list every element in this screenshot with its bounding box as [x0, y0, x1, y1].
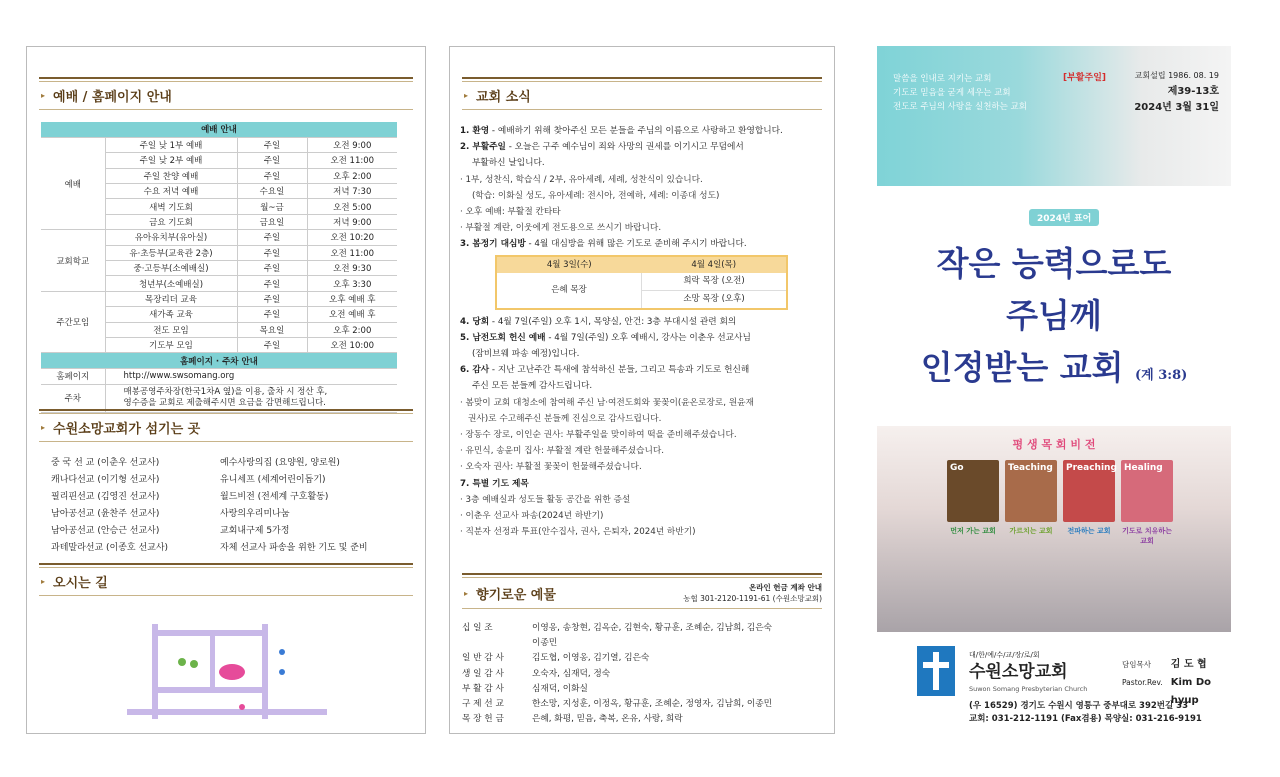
offering-type — [462, 636, 532, 651]
mission-overseas: 필리핀선교 (김영진 선교사) — [51, 492, 160, 502]
schedule-time: 오전 10:00 — [307, 337, 397, 352]
church-name-block — [969, 648, 1087, 696]
mission-row — [51, 523, 411, 540]
schedule-day: 주일 — [237, 261, 307, 276]
news-3-num: 3. 봄정기 대심방 — [460, 239, 526, 250]
mission-row — [51, 472, 411, 489]
offering-row — [462, 636, 824, 651]
schedule-time: 오전 11:00 — [307, 153, 397, 168]
schedule-name: 새가족 교육 — [105, 307, 237, 322]
mission-overseas: 남아공선교 (윤찬주 선교사) — [51, 509, 160, 519]
schedule-name: 유아유치부(유아실) — [105, 230, 237, 245]
offering-type: 생 일 감 사 — [462, 668, 504, 679]
pastor-label: 담임목사 — [1122, 660, 1151, 669]
offering-row — [462, 697, 824, 712]
news-2c: · 1부, 성찬식, 학습식 / 2부, 유아세례, 세례, 성찬식이 있습니다. — [460, 174, 703, 185]
cover-header-bg — [877, 46, 1231, 186]
address: (우 16529) 경기도 수원시 영통구 중부대로 392번길 33 — [969, 701, 1189, 711]
online-label: 온라인 헌금 계좌 안내 — [748, 583, 822, 592]
schedule-time: 저녁 9:00 — [307, 214, 397, 229]
mission-overseas: 남아공선교 (안승근 선교사) — [51, 526, 160, 536]
news-5a: - 4월 7일(주일) 오후 예배시, 강사는 이춘우 선교사님 — [545, 332, 751, 343]
news-6e: · 장동수 장로, 이인순 권사: 부활주일을 맞이하여 떡을 준비해주셨습니다. — [460, 430, 737, 441]
news-2e: · 오후 예배: 부활절 칸타타 — [460, 207, 561, 218]
schedule-name: 새벽 기도회 — [105, 199, 237, 214]
schedule-name: 주일 찬양 예배 — [105, 168, 237, 183]
news-5-num: 5. 남전도회 헌신 예배 — [460, 332, 546, 343]
slogan — [877, 238, 1231, 402]
schedule-time: 오전 9:30 — [307, 261, 397, 276]
mission-row — [51, 540, 411, 557]
issue-date: 2024년 3월 31일 — [1134, 102, 1219, 113]
schedule-day: 주일 — [237, 276, 307, 291]
news-4-num: 4. 당회 — [460, 316, 490, 327]
schedule-time: 오전 11:00 — [307, 245, 397, 260]
pastor-name-en: Kim Do hyup — [1170, 677, 1211, 706]
park-text-2: 영수증을 교회로 제출해주시면 요금을 감면해드립니다. — [123, 398, 326, 409]
pastor-name: 김 도 협 — [1170, 659, 1207, 670]
mottos — [893, 72, 1027, 114]
schedule-day: 월~금 — [237, 199, 307, 214]
news-2a: - 오늘은 구주 예수님이 죄와 사망의 권세를 이기시고 무덤에서 — [505, 142, 744, 153]
offering-section: ▸ 향기로운 예물 온라인 헌금 계좌 안내 농협 301-2120-1191-61 (수원소망교회) — [462, 573, 822, 609]
news-4: - 4월 7일(주일) 오후 1시, 목양실, 안건: 3층 부대시설 관련 회의 — [489, 316, 737, 327]
schedule-name: 전도 모임 — [105, 322, 237, 337]
left-page — [26, 46, 426, 734]
visit-head-1: 4월 3일(수) — [546, 259, 592, 270]
schedule-name: 기도부 모임 — [105, 337, 237, 352]
news-2d: (학습: 이화실 성도, 유아세례: 전시아, 전예하, 세례: 이종대 성도) — [472, 190, 720, 201]
motto-2: 기도로 믿음을 굳게 세우는 교회 — [893, 88, 1011, 98]
schedule-time: 저녁 7:30 — [307, 184, 397, 199]
visit-r1: 희락 목장 (오전) — [642, 273, 786, 291]
news-6b: 주신 모든 분들께 감사드립니다. — [472, 381, 593, 392]
schedule-day: 수요일 — [237, 184, 307, 199]
offering-list — [462, 621, 824, 727]
visit-left: 은혜 목장 — [497, 273, 642, 308]
park-text-1: 매봉공영주차장(한국1차A 옆)을 이용, 출차 시 정산 후, — [123, 387, 328, 398]
schedule-day: 주일 — [237, 153, 307, 168]
schedule-name: 주일 낮 1부 예배 — [105, 137, 237, 152]
schedule-name: 중·고등부(소예배실) — [105, 261, 237, 276]
schedule-name: 유·초등부(교육관 2층) — [105, 245, 237, 260]
mission-row — [51, 506, 411, 523]
schedule-name: 수요 저녁 예배 — [105, 184, 237, 199]
offering-names: 오숙자, 심재덕, 정숙 — [532, 668, 611, 679]
worship-section: ▸ 예배 / 홈페이지 안내 — [39, 77, 413, 110]
offering-type: 십 일 조 — [462, 623, 493, 633]
slogan-line-3: 인정받는 교회 — [920, 348, 1124, 387]
vision-photo — [877, 426, 1231, 632]
location-map — [122, 612, 337, 727]
news-section: ▸ 교회 소식 — [462, 77, 822, 110]
vision-label: 기도로 치유하는 교회 — [1122, 527, 1172, 545]
schedule-day: 주일 — [237, 245, 307, 260]
schedule-time: 오전 예배 후 — [307, 307, 397, 322]
offering-type: 일 반 감 사 — [462, 653, 504, 664]
table-header: 예배 안내 — [41, 122, 397, 137]
news-2b: 부활하신 날입니다. — [472, 158, 545, 169]
worship-title: 예배 / 홈페이지 안내 — [53, 90, 172, 105]
year-badge: 2024년 표어 — [1029, 209, 1099, 226]
contact-block — [969, 700, 1202, 726]
mission-overseas: 과테말라선교 (이종호 선교사) — [51, 543, 169, 553]
middle-page — [449, 46, 835, 734]
news-1: - 예배하기 위해 찾아주신 모든 분들을 주님의 이름으로 사랑하고 환영합니다. — [489, 126, 783, 136]
issue-info — [1134, 68, 1219, 116]
church-name: 수원소망교회 — [969, 662, 1068, 682]
news-2f: · 부활절 계란, 이웃에게 전도용으로 쓰시기 바랍니다. — [460, 223, 662, 234]
news-2-num: 2. 부활주일 — [460, 142, 506, 153]
schedule-category: 교회학교 — [41, 230, 105, 292]
vision-label: 전파하는 교회 — [1067, 527, 1111, 535]
schedule-day: 주일 — [237, 291, 307, 306]
schedule-day: 주일 — [237, 137, 307, 152]
schedule-name: 주일 낮 2부 예배 — [105, 153, 237, 168]
news-1-num: 1. 환영 — [460, 126, 490, 136]
offering-row — [462, 667, 824, 682]
offering-row — [462, 682, 824, 697]
offering-type: 구 제 선 교 — [462, 699, 504, 710]
news-7b: · 이춘우 선교사 파송(2024년 하반기) — [460, 511, 604, 522]
schedule-day: 주일 — [237, 168, 307, 183]
news-6f: · 유민식, 송윤미 집사: 부활절 계란 헌물해주셨습니다. — [460, 446, 665, 457]
map-section: ▸ 오시는 길 — [39, 563, 413, 596]
mission-row — [51, 489, 411, 506]
mission-overseas: 중 국 선 교 (이춘우 선교사) — [51, 458, 160, 468]
motto-1: 말씀을 인내로 지키는 교회 — [893, 74, 992, 84]
map-title: 오시는 길 — [53, 576, 108, 591]
vision-labels — [947, 526, 1173, 546]
schedule-name: 금요 기도회 — [105, 214, 237, 229]
news-6a: - 지난 고난주간 특새에 참석하신 분들, 그리고 특송과 기도로 헌신해 — [489, 365, 750, 376]
cover-page — [877, 46, 1231, 734]
worship-table — [41, 122, 397, 413]
offering-title: 향기로운 예물 — [476, 587, 556, 603]
schedule-name: 목장리더 교육 — [105, 291, 237, 306]
mission-local: 교회내구제 5가정 — [220, 526, 290, 536]
schedule-time: 오후 예배 후 — [307, 291, 397, 306]
news-7-num: 7. 특별 기도 제목 — [460, 478, 529, 489]
mission-overseas: 캐나다선교 (이기형 선교사) — [51, 475, 160, 485]
news-7a: · 3층 예배실과 성도들 활동 공간을 위한 증설 — [460, 494, 631, 505]
offering-type: 부 활 감 사 — [462, 683, 504, 694]
slogan-ref: (계 3:8) — [1134, 368, 1188, 383]
mission-local: 사랑의우리미나눔 — [220, 509, 290, 519]
mission-local: 월드비전 (전세계 구호활동) — [220, 492, 329, 502]
offering-row — [462, 621, 824, 636]
offering-names: 이종민 — [532, 638, 558, 649]
easter-label: [부활주일] — [1063, 73, 1107, 83]
schedule-name: 청년부(소예배실) — [105, 276, 237, 291]
home-label: 홈페이지 — [41, 369, 105, 384]
offering-names: 은혜, 화평, 믿음, 축복, 온유, 사랑, 희락 — [532, 714, 683, 725]
park-label: 주차 — [41, 384, 105, 412]
schedule-category: 주간모임 — [41, 291, 105, 353]
visit-table — [495, 255, 788, 310]
pastor-en-label: Pastor.Rev. — [1122, 678, 1163, 687]
mission-local: 예수사랑의집 (요양원, 양로원) — [220, 458, 340, 468]
news-6-num: 6. 감사 — [460, 365, 490, 376]
founded: 교회설립 1986. 08. 19 — [1134, 71, 1219, 80]
schedule-time: 오후 3:30 — [307, 276, 397, 291]
schedule-time: 오전 9:00 — [307, 137, 397, 152]
telephone: 교회: 031-212-1191 (Fax겸용) 목양실: 031-216-9191 — [969, 714, 1202, 724]
news-title: 교회 소식 — [476, 90, 531, 105]
slogan-line-1: 작은 능력으로도 — [936, 244, 1172, 283]
offering-row — [462, 712, 824, 727]
schedule-day: 금요일 — [237, 214, 307, 229]
vision-card: Healing — [1121, 460, 1173, 522]
offering-names: 이영옹, 송창현, 김옥순, 김현숙, 황규훈, 조혜순, 김남희, 김은숙 — [532, 623, 773, 633]
denomination: 대/한/예/수/교/장/로/회 — [969, 651, 1040, 659]
schedule-day: 주일 — [237, 230, 307, 245]
news-6g: · 오숙자 권사: 부활절 꽃꽂이 헌물해주셨습니다. — [460, 462, 642, 473]
schedule-time: 오전 10:20 — [307, 230, 397, 245]
vision-card: Go — [947, 460, 999, 522]
mission-row — [51, 455, 411, 472]
schedule-time: 오후 2:00 — [307, 168, 397, 183]
vision-label: 가르치는 교회 — [1009, 527, 1053, 535]
home-url[interactable]: http://www.swsomang.org — [105, 369, 397, 384]
news-list — [460, 123, 824, 540]
issue-number: 제39-13호 — [1167, 86, 1219, 97]
vision-title: 평 생 목 회 비 전 — [1012, 438, 1096, 451]
offering-type: 목 장 헌 금 — [462, 714, 504, 725]
motto-3: 전도로 주님의 사랑을 실천하는 교회 — [893, 102, 1027, 112]
home-header: 홈페이지 · 주차 안내 — [41, 353, 397, 368]
online-account: 농협 301-2120-1191-61 (수원소망교회) — [683, 594, 822, 603]
vision-card: Preaching — [1063, 460, 1115, 522]
mission-section: ▸ 수원소망교회가 섬기는 곳 — [39, 409, 413, 442]
mission-list — [51, 455, 411, 557]
schedule-day: 목요일 — [237, 322, 307, 337]
schedule-time: 오후 2:00 — [307, 322, 397, 337]
news-6d: 권사)로 수고해주신 분들께 진심으로 감사드립니다. — [468, 413, 662, 424]
vision-label: 먼저 가는 교회 — [950, 527, 996, 535]
offering-names: 심재덕, 이화실 — [532, 683, 588, 694]
schedule-day: 주일 — [237, 337, 307, 352]
visit-r2: 소망 목장 (오후) — [683, 293, 745, 304]
news-6c: · 봄맞이 교회 대청소에 참여해 주신 남·여전도회와 꽃꽂이(윤온로장로, 원윤재 — [460, 397, 754, 408]
mission-local: 자체 선교사 파송을 위한 기도 및 준비 — [220, 543, 368, 553]
mission-local: 유니세프 (세계어린이돕기) — [220, 475, 326, 485]
news-5b: (잠비브웨 파송 예정)입니다. — [472, 349, 580, 360]
offering-row — [462, 651, 824, 666]
vision-card: Teaching — [1005, 460, 1057, 522]
offering-names: 김도협, 이영옹, 김기열, 김은숙 — [532, 653, 650, 664]
schedule-day: 주일 — [237, 307, 307, 322]
church-marker — [219, 664, 245, 680]
visit-head-2: 4월 4일(목) — [691, 259, 737, 270]
mission-title: 수원소망교회가 섬기는 곳 — [53, 422, 201, 437]
schedule-category: 예배 — [41, 137, 105, 229]
schedule-time: 오전 5:00 — [307, 199, 397, 214]
news-3: - 4월 대심방을 위해 많은 기도로 준비해 주시기 바랍니다. — [525, 239, 747, 250]
vision-cards — [947, 460, 1173, 522]
news-7c: · 직분자 선정과 투표(안수집사, 권사, 은퇴자, 2024년 하반기) — [460, 527, 696, 538]
slogan-line-2: 주님께 — [1006, 296, 1102, 335]
church-name-en: Suwon Somang Presbyterian Church — [969, 685, 1088, 693]
church-logo-icon — [917, 646, 955, 696]
offering-names: 한소망, 지성훈, 이정옥, 황규훈, 조혜순, 정영자, 김남희, 이종민 — [532, 699, 773, 710]
